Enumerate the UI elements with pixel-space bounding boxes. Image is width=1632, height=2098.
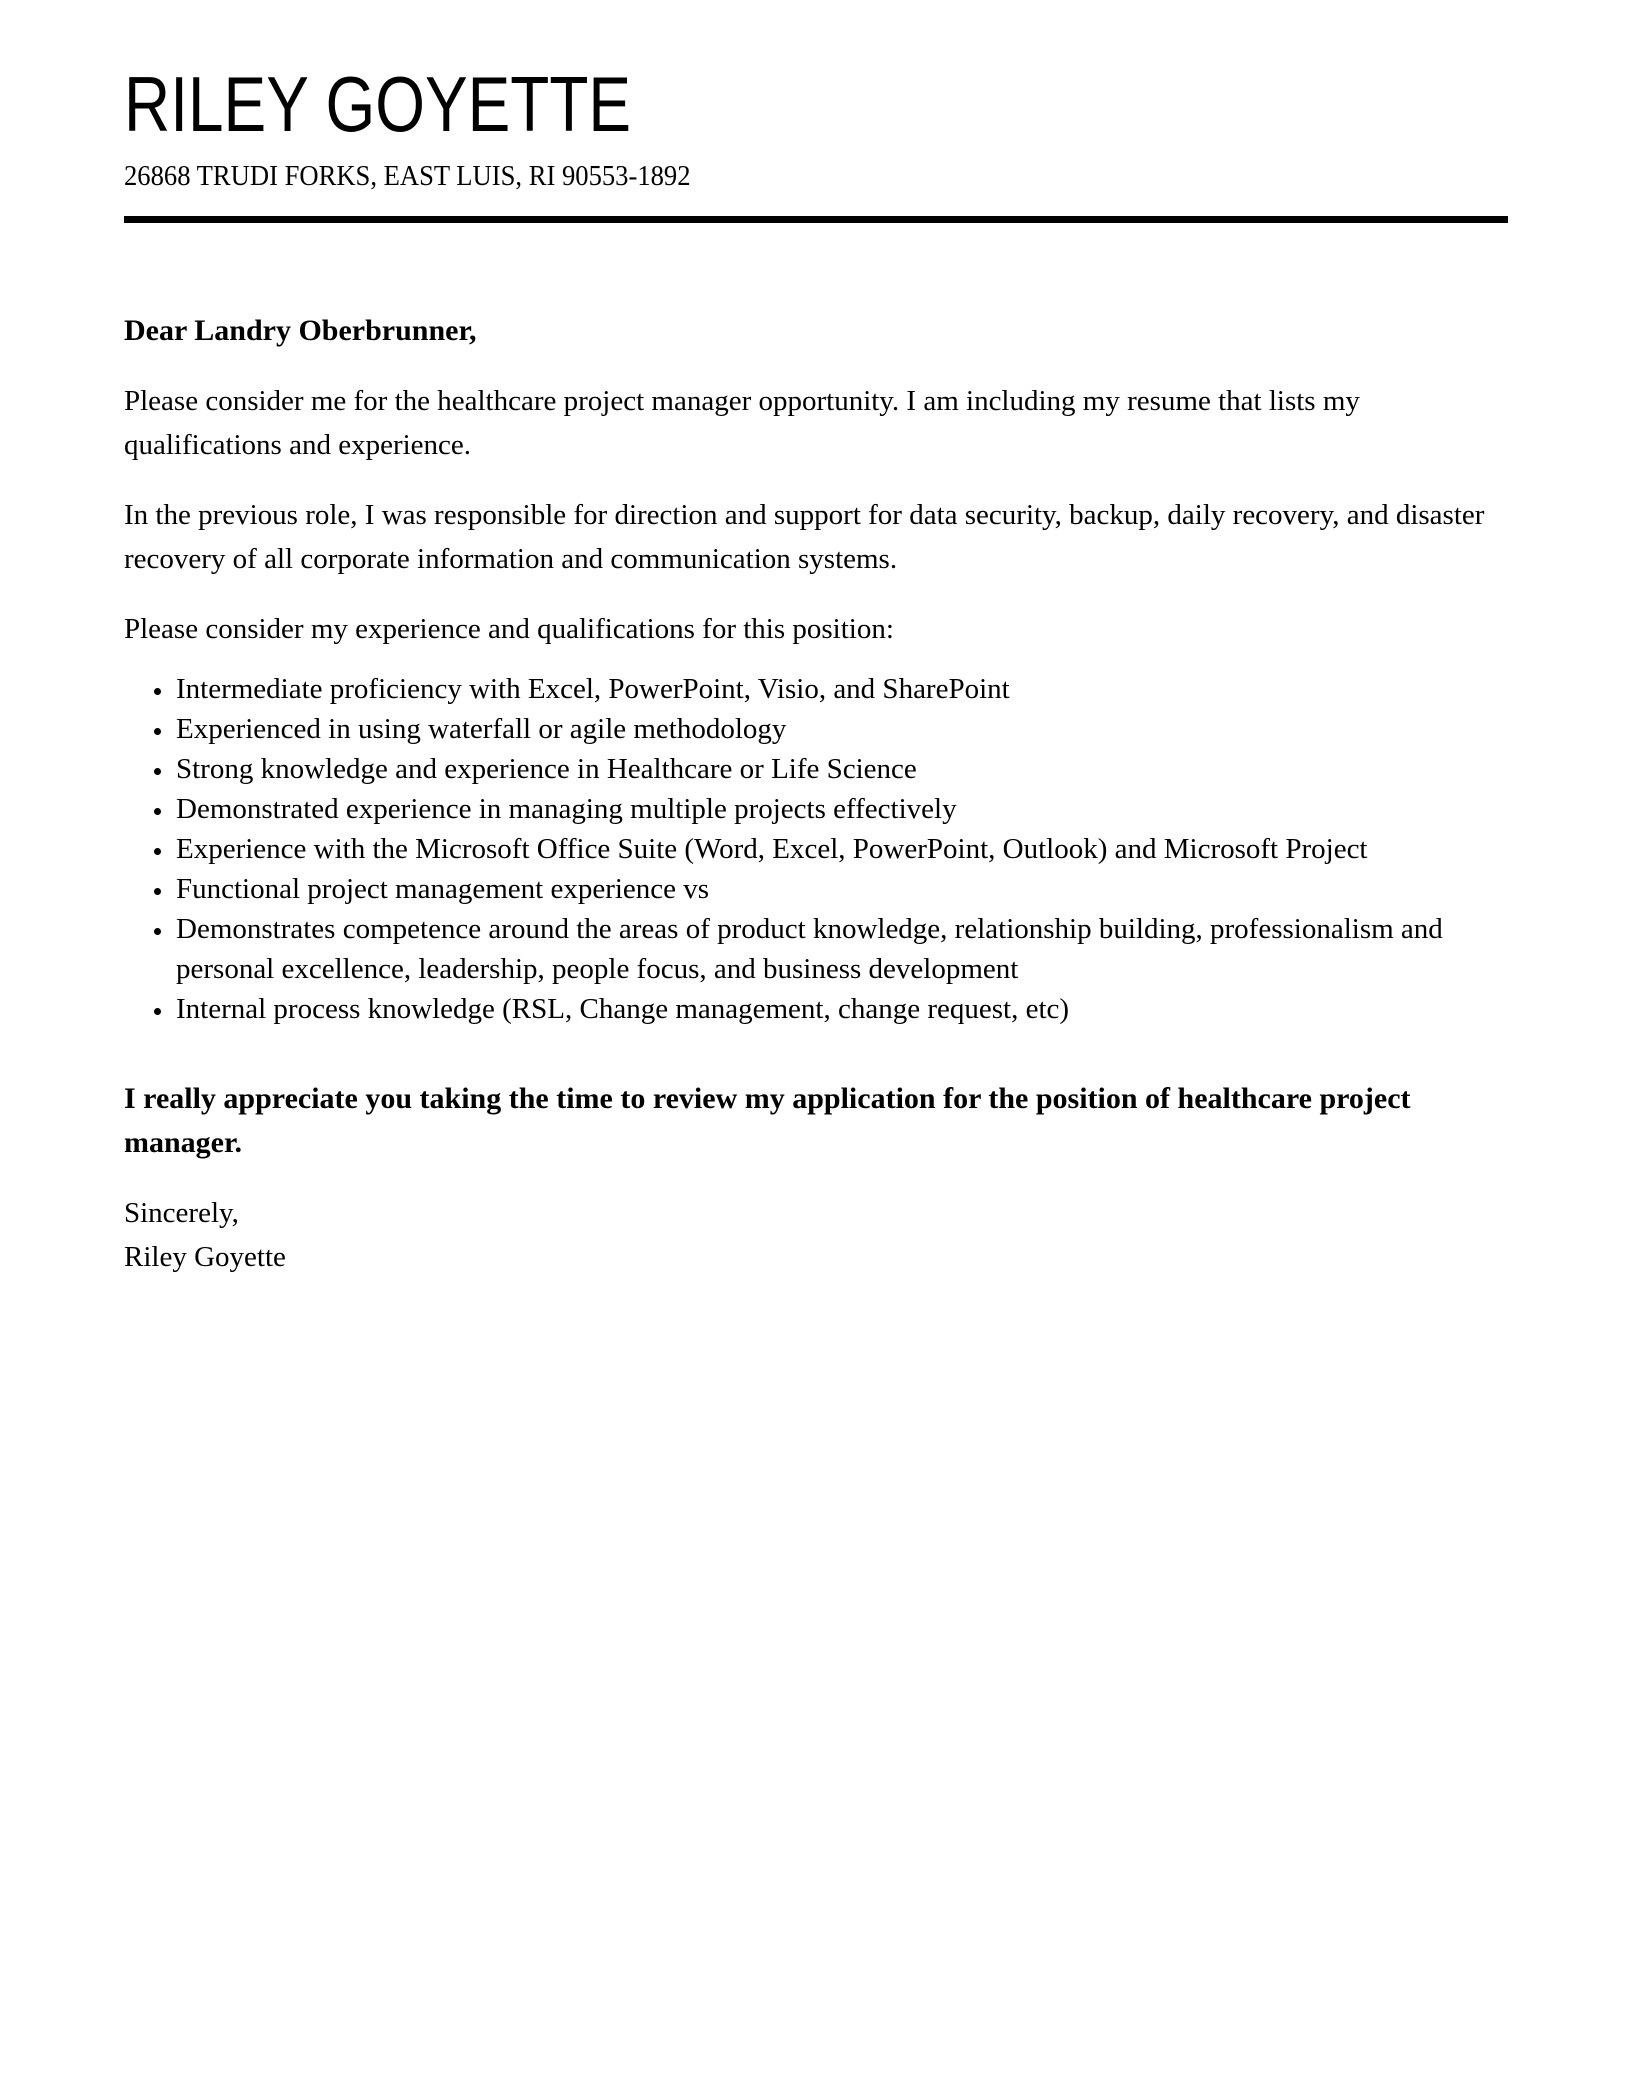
applicant-name: RILEY GOYETTE (124, 60, 632, 148)
qualification-item: • Intermediate proficiency with Excel, PowerPoint, Visio, and SharePoint (174, 669, 1508, 709)
closing-paragraph: I really appreciate you taking the time to review my application for the position of healthcare project manager. (124, 1082, 1411, 1160)
letter-header (124, 0, 1508, 223)
signature-block (124, 1191, 1508, 1279)
header-divider-rule (124, 216, 1508, 223)
qualifications-lead-in: Please consider my experience and qualifications for this position: (124, 613, 894, 646)
qualification-item: • Demonstrates competence around the areas of product knowledge, relationship building, professionalism and personal excellence, leadership, people focus, and business development (174, 909, 1508, 989)
applicant-address: 26868 TRUDI FORKS, EAST LUIS, RI 90553-1892 (124, 161, 691, 193)
previous-role-paragraph: In the previous role, I was responsible for direction and support for data security, backup, daily recovery, and disaster recovery of all corporate information and communication systems. (124, 499, 1485, 576)
qualification-item: • Functional project management experience vs (174, 869, 1508, 909)
letter-body (124, 309, 1508, 1279)
signoff-line: Sincerely, (124, 1197, 239, 1230)
greeting-line: Dear Landry Oberbrunner, (124, 314, 477, 348)
qualification-item: • Demonstrated experience in managing multiple projects effectively (174, 789, 1508, 829)
intro-paragraph: Please consider me for the healthcare project manager opportunity. I am including my resume that lists my qualifications and experience. (124, 385, 1360, 462)
signature-name: Riley Goyette (124, 1241, 286, 1274)
qualifications-list (124, 669, 1508, 1029)
qualification-item: • Experience with the Microsoft Office Suite (Word, Excel, PowerPoint, Outlook) and Microsoft Project (174, 829, 1508, 869)
qualification-item: • Strong knowledge and experience in Healthcare or Life Science (174, 749, 1508, 789)
qualification-item: • Experienced in using waterfall or agile methodology (174, 709, 1508, 749)
qualification-item: • Internal process knowledge (RSL, Change management, change request, etc) (174, 989, 1508, 1029)
